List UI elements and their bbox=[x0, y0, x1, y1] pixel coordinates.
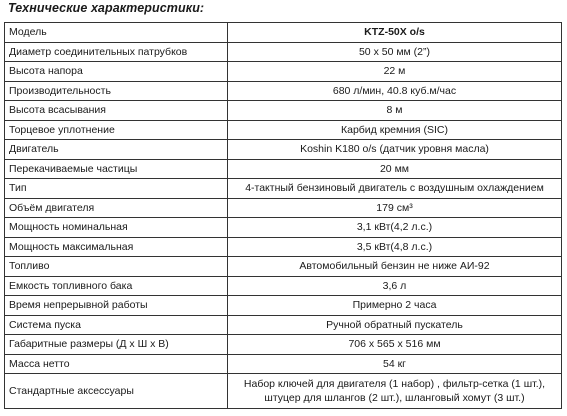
spec-name: Объём двигателя bbox=[5, 198, 228, 218]
spec-value: Карбид кремния (SIC) bbox=[228, 120, 562, 140]
spec-value-line: штуцер для шлангов (2 шт.), шланговый хомут (3 шт.) bbox=[264, 392, 525, 404]
spec-name: Емкость топливного бака bbox=[5, 276, 228, 296]
spec-value: 20 мм bbox=[228, 159, 562, 179]
spec-value: 3,5 кВт(4,8 л.с.) bbox=[228, 237, 562, 257]
table-row bbox=[5, 374, 562, 409]
table-row bbox=[5, 179, 562, 199]
table-row bbox=[5, 101, 562, 121]
spec-value: 4-тактный бензиновый двигатель с воздушным охлаждением bbox=[228, 179, 562, 199]
table-row bbox=[5, 354, 562, 374]
table-row bbox=[5, 315, 562, 335]
table-row bbox=[5, 296, 562, 316]
spec-value: 706 х 565 х 516 мм bbox=[228, 335, 562, 355]
specifications-table bbox=[4, 22, 562, 409]
table-row bbox=[5, 257, 562, 277]
spec-name: Стандартные аксессуары bbox=[5, 374, 228, 409]
spec-name: Модель bbox=[5, 23, 228, 43]
spec-name: Двигатель bbox=[5, 140, 228, 160]
table-row bbox=[5, 218, 562, 238]
spec-value: 3,1 кВт(4,2 л.с.) bbox=[228, 218, 562, 238]
spec-value: 22 м bbox=[228, 62, 562, 82]
section-heading: Технические характеристики: bbox=[8, 1, 205, 15]
table-row bbox=[5, 276, 562, 296]
spec-value: 179 см³ bbox=[228, 198, 562, 218]
spec-value: 680 л/мин, 40.8 куб.м/час bbox=[228, 81, 562, 101]
table-row bbox=[5, 62, 562, 82]
table-row bbox=[5, 159, 562, 179]
spec-name: Топливо bbox=[5, 257, 228, 277]
spec-name: Диаметр соединительных патрубков bbox=[5, 42, 228, 62]
spec-value: Автомобильный бензин не ниже АИ-92 bbox=[228, 257, 562, 277]
table-row bbox=[5, 237, 562, 257]
spec-value: 3,6 л bbox=[228, 276, 562, 296]
spec-value-line: Набор ключей для двигателя (1 набор) , фильтр-сетка (1 шт.), bbox=[243, 378, 546, 390]
spec-value: KTZ-50X o/s bbox=[228, 23, 562, 43]
spec-value: 8 м bbox=[228, 101, 562, 121]
spec-name: Высота всасывания bbox=[5, 101, 228, 121]
spec-value: Примерно 2 часа bbox=[228, 296, 562, 316]
table-row bbox=[5, 23, 562, 43]
spec-name: Торцевое уплотнение bbox=[5, 120, 228, 140]
spec-name: Высота напора bbox=[5, 62, 228, 82]
spec-name: Перекачиваемые частицы bbox=[5, 159, 228, 179]
table-row bbox=[5, 42, 562, 62]
spec-name: Тип bbox=[5, 179, 228, 199]
spec-value: Koshin K180 o/s (датчик уровня масла) bbox=[228, 140, 562, 160]
spec-name: Мощность максимальная bbox=[5, 237, 228, 257]
spec-name: Габаритные размеры (Д х Ш х В) bbox=[5, 335, 228, 355]
spec-name: Масса нетто bbox=[5, 354, 228, 374]
spec-value: 54 кг bbox=[228, 354, 562, 374]
table-row bbox=[5, 120, 562, 140]
spec-name: Время непрерывной работы bbox=[5, 296, 228, 316]
table-row bbox=[5, 81, 562, 101]
table-row bbox=[5, 198, 562, 218]
spec-name: Мощность номинальная bbox=[5, 218, 228, 238]
spec-value: Ручной обратный пускатель bbox=[228, 315, 562, 335]
spec-value bbox=[228, 374, 562, 409]
spec-value: 50 х 50 мм (2”) bbox=[228, 42, 562, 62]
table-row bbox=[5, 140, 562, 160]
spec-name: Система пуска bbox=[5, 315, 228, 335]
spec-name: Производительность bbox=[5, 81, 228, 101]
table-row bbox=[5, 335, 562, 355]
